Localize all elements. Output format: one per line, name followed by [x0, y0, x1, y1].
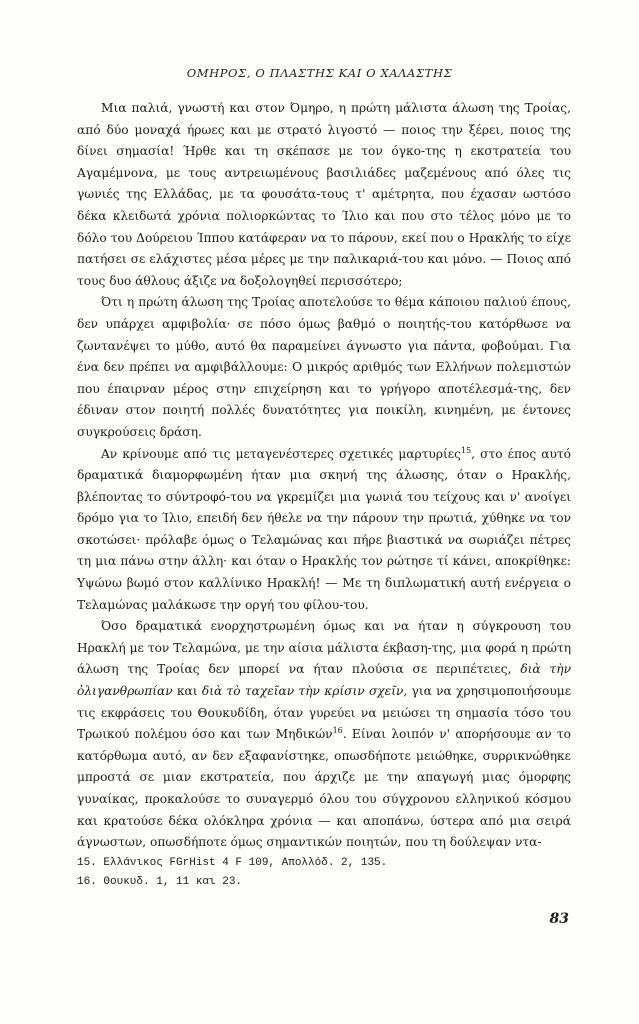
paragraph-3-text-after: , στο έπος αυτό δραματικά διαμορφωμένη ήταν μια σκηνή της άλωσης, όταν ο Ηρακλής, βλέποντας το σύντροφό-του να γκρεμίζει μια γωνιά του τείχους και ν' ανοίγει δρόμο για το Ίλιο, επειδή δεν ήθελε να την πάρουν την πρωτιά, χύθηκε να τον σκοτώσει· πρόλαβε όμως ο Τελαμώνας και πήρε βιαστικά να σωριάζει πέτρες τη μια πάνω στην άλλη· και όταν ο Ηρακλής τον ρώτησε τί κάνει, αποκρίθηκε: Υψώνω βωμό στον καλλίνικο Ηρακλή! — Με τη διπλωματική αυτή ενέργεια ο Τελαμώνας μαλάκωσε την οργή του φίλου-του.	[77, 446, 571, 612]
paragraph-3	[77, 444, 571, 617]
paragraph-1: Μια παλιά, γνωστή και στον Όμηρο, η πρώτη μάλιστα άλωση της Τροίας, από δύο μοναχά ήρωες και με στρατό λιγοστό — ποιος την ξέρει, ποιος της δίνει σημασία! Ήρθε και τη σκέπασε με τον όγκο-της η εκστρατεία του Αγαμέμνονα, με τους αντρειωμένους βασιλιάδες μαζεμένους από όλες τις γωνιές της Ελλάδας, με τα φουσάτα-τους τ' αμέτρητα, που έχασαν ωστόσο δέκα κλειδωτά χρόνια πολιορκώντας το Ίλιο και που στο τέλος μόνο με το δόλο του Δούρειου Ίππου κατάφεραν να το πάρουν, εκεί που ο Ηρακλής το είχε πατήσει σε ελάχιστες μέσα μέρες με την παλικαριά-του και μόνο. — Ποιος από τους δυο άθλους άξιζε να δοξολογηθεί περισσότερο;	[77, 101, 571, 288]
paragraph-4-text-mid2: , για να χρησιμοποιήσουμε τις εκφράσεις του Θουκυδίδη, όταν γυρεύει να μειώσει τη σημασία τόσο του Τρωικού πολέμου όσο και των Μηδικών	[77, 684, 572, 742]
thucydides-quote-1: διὰ τὴν ὀλιγανθρωπίαν	[77, 662, 571, 699]
thucydides-quote-2: διὰ τὸ ταχεῖαν τὴν κρίσιν σχεῖν	[201, 684, 404, 699]
footnotes	[77, 854, 571, 892]
footnote-15: 15. Ελλάνικος FGrHist 4 F 109, Απολλόδ. 2, 135.	[77, 857, 388, 869]
footnote-ref-15: 15	[460, 445, 472, 455]
footnote-16: 16. Θουκυδ. 1, 11 και 23.	[77, 876, 243, 888]
paragraph-4	[77, 616, 571, 854]
paragraph-3-text-before: Αν κρίνουμε από τις μεταγενέστερες σχετικές μαρτυρίες	[101, 446, 461, 461]
footnote-ref-16: 16	[332, 726, 343, 736]
running-head: ΟΜΗΡΟΣ, Ο ΠΛΑΣΤΗΣ ΚΑΙ Ο ΧΑΛΑΣΤΗΣ	[186, 66, 453, 80]
page-number: 83	[549, 911, 569, 927]
paragraph-4-text-mid: και	[172, 684, 202, 699]
body-text	[77, 98, 571, 854]
paragraph-4-text-before: Όσο δραματικά ενορχηστρωμένη όμως και να ήταν η σύγκρουση του Ηρακλή με τον Τελαμώνα, με την αίσια μάλιστα έκβαση-της, μια φορά η πρώτη άλωση της Τροίας δεν μπορεί να ήταν πλούσια σε περιπέτειες,	[77, 619, 571, 677]
paragraph-4-text-after: . Είναι λοιπόν ν' απορήσουμε αν το κατόρθωμα αυτό, αν δεν εξαφανίστηκε, οπωσδήποτε μειώθηκε, συρρικνώθηκε μπροστά σε μιαν εκστρατεία, που άρχιζε με την απαγωγή μιας όμορφης γυναίκας, προκαλούσε το συναγερμό όλου του σύγχρονου ελληνικού κόσμου και κρατούσε δέκα ολόκληρα χρόνια — και αποπάνω, ύστερα από μια σειρά άγνωστων, οπωσδήποτε όμως σημαντικών ποιητών, που τη δούλεψαν ντα-	[77, 727, 571, 850]
paragraph-2: Ότι η πρώτη άλωση της Τροίας αποτελούσε το θέμα κάποιου παλιού έπους, δεν υπάρχει αμφιβολία· σε πόσο όμως βαθμό ο ποιητής-του κατόρθωσε να ζωντανέψει το μύθο, αυτό θα παραμείνει άγνωστο για πάντα, φοβούμαι. Για ένα δεν πρέπει να αμφιβάλλουμε: Ο μικρός αριθμός των Ελλήνων πολεμιστών που έπαιρναν μέρος στην επιχείρηση και το γρήγορο αποτέλεσμά-της, δεν έδιναν στον ποιητή πολλές δυνατότητες για ποικίλη, κινημένη, με έντονες συγκρούσεις δράση.	[77, 295, 571, 439]
